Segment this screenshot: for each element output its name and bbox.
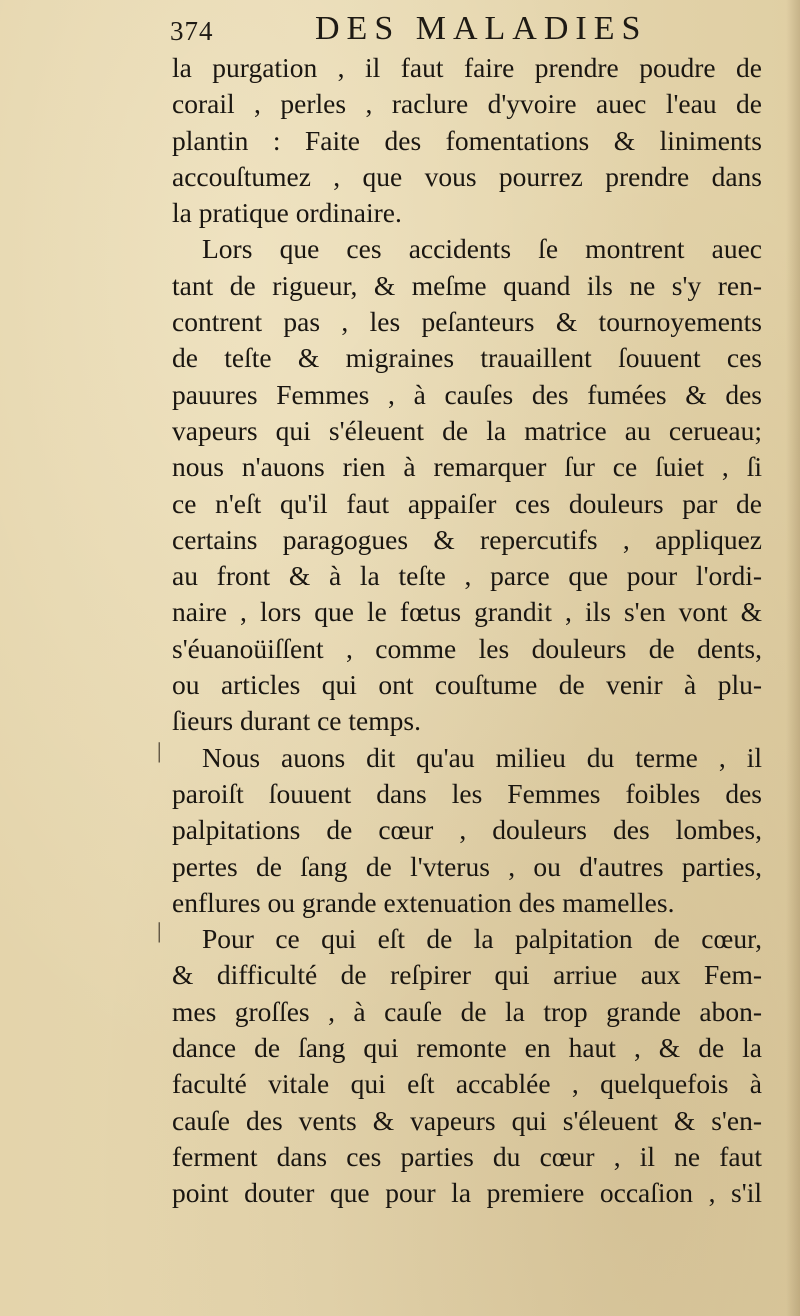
text-line: Pour ce qui eſt de la palpitation de cœur, bbox=[202, 923, 762, 955]
text-line: s'éuanoüiſſent , comme les douleurs de dents, bbox=[172, 632, 762, 664]
text-line: ferment dans ces parties du cœur , il ne faut bbox=[172, 1140, 762, 1172]
page-header bbox=[170, 8, 770, 52]
text-line: mes groſſes , à cauſe de la trop grande abon- bbox=[172, 995, 762, 1027]
text-line: ſieurs durant ce temps. bbox=[172, 705, 421, 737]
text-line: cauſe des vents & vapeurs qui s'éleuent & s'en- bbox=[172, 1104, 762, 1136]
text-line: naire , lors que le fœtus grandit , ils s'en vont & bbox=[172, 596, 762, 628]
text-line: Lors que ces accidents ſe montrent auec bbox=[202, 233, 762, 265]
body-text bbox=[172, 50, 762, 1212]
text-line: plantin : Faite des fomentations & liniments bbox=[172, 124, 762, 156]
text-line: contrent pas , les peſanteurs & tournoyements bbox=[172, 306, 762, 338]
text-line: ce n'eſt qu'il faut appaiſer ces douleurs par de bbox=[172, 487, 762, 519]
text-line: la purgation , il faut faire prendre poudre de bbox=[172, 52, 762, 83]
text-line: paroiſt ſouuent dans les Femmes foibles des bbox=[172, 777, 762, 809]
text-line: Nous auons dit qu'au milieu du terme , il bbox=[202, 741, 762, 773]
text-line: tant de rigueur, & meſme quand ils ne s'y ren- bbox=[172, 269, 762, 301]
text-line: nous n'auons rien à remarquer ſur ce ſuiet , ſi bbox=[172, 451, 762, 483]
text-line: faculté vitale qui eſt accablée , quelquefois à bbox=[172, 1068, 762, 1100]
margin-bracket-mark: | bbox=[157, 738, 162, 763]
text-line: la pratique ordinaire. bbox=[172, 197, 402, 229]
text-line: au front & à la teſte , parce que pour l'ordi- bbox=[172, 560, 762, 592]
text-line: palpitations de cœur , douleurs des lombes, bbox=[172, 814, 762, 846]
text-line: ou articles qui ont couſtume de venir à plu- bbox=[172, 669, 762, 701]
text-line: pauures Femmes , à cauſes des fumées & des bbox=[172, 378, 762, 410]
text-line: corail , perles , raclure d'yvoire auec l'eau de bbox=[172, 88, 762, 120]
margin-bracket-mark: | bbox=[157, 918, 162, 943]
text-line: certains paragogues & repercutifs , appliquez bbox=[172, 523, 762, 555]
text-line: point douter que pour la premiere occaſion , s'il bbox=[172, 1177, 762, 1209]
page-edge-shadow bbox=[786, 0, 800, 1316]
text-line: & difficulté de reſpirer qui arriue aux Fem- bbox=[172, 959, 762, 991]
text-line: accouſtumez , que vous pourrez prendre dans bbox=[172, 160, 762, 192]
text-line: dance de ſang qui remonte en haut , & de la bbox=[172, 1032, 762, 1064]
text-line: vapeurs qui s'éleuent de la matrice au cerueau; bbox=[172, 414, 762, 446]
running-title: DES MALADIES bbox=[315, 10, 648, 47]
text-line: de teſte & migraines trauaillent ſouuent ces bbox=[172, 342, 762, 374]
text-line: enflures ou grande extenuation des mamelles. bbox=[172, 886, 675, 918]
text-line: pertes de ſang de l'vterus , ou d'autres parties, bbox=[172, 850, 762, 882]
page-number: 374 bbox=[170, 16, 214, 46]
